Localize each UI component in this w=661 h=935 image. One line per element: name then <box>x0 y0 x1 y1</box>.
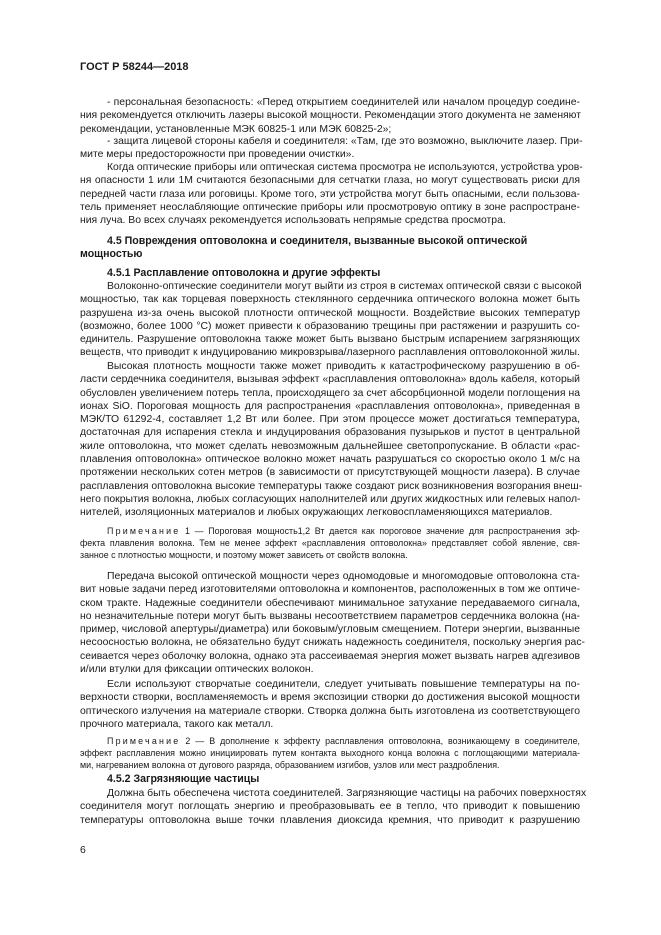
text-line: занное с плотностью мощности, и поэтому может зависеть от свойств волокна. <box>80 550 408 560</box>
text-line: ионах SiO. Пороговая мощность для распространения «расплавления оптоволокна», приведенная в <box>80 400 580 412</box>
paragraph <box>80 135 583 162</box>
text-line: ми, нагреванием волокна от дугового разряда, образованием изгибов, узлов или мест раздробления. <box>80 760 500 770</box>
text-line: передней части глаза или роговицы. Кроме того, эти устройства могут быть опасными, если пользова- <box>80 188 580 200</box>
text-line: ском тракте. Надежные соединители обеспечивают минимальное затухание передаваемого сигнала, <box>80 597 580 609</box>
text-line: ня опасности 1 или 1М считаются безопасными для сетчатки глаза, но могут существовать риски для <box>80 175 580 187</box>
text-line: разрушена из-за очень высокой плотности оптической мощности. Воздействие высоких температур <box>80 307 580 319</box>
text-line: Высокая плотность мощности также может приводить к катастрофическому разрушению в об- <box>107 361 580 372</box>
text-line: Передача высокой оптической мощности через одномодовые и многомодовые оптоволокна ста- <box>107 571 580 582</box>
text-line: температуры оптоволокна выше точки плавления диоксида кремния, что приводит к разрушению <box>80 814 580 826</box>
text-line <box>80 525 580 537</box>
text-line: ласти сердечника соединителя, вызывая эффект «расплавления оптоволокна» вдоль кабеля, который <box>80 374 580 386</box>
text-line: него покрытия волокна, любых согласующих наполнителей или других жидкостных или гелевых напол- <box>80 493 581 505</box>
text-line: вит новые задачи перед изготовителями оптоволокна и компонентов, расположенных в том же оптиче- <box>80 584 581 596</box>
text-line: нителей, изоляционных материалов и любых окружающих легковоспламеняющихся материалов. <box>80 507 553 519</box>
text-line: ния рекомендуется отключить лазеры высокой мощности. Рекомендации этого документа не заменяют <box>80 110 582 122</box>
text-line: мощностью <box>80 248 143 261</box>
text-line: Волоконно-оптические соединители могут выйти из строя в системах оптической связи с высокой <box>107 281 582 292</box>
text-line: обусловлен увеличением потерь тепла, происходящего за счет абсорбционной модели поглощения на <box>80 387 580 399</box>
text-line: веществ, что приводит к индуцированию микровзрыва/лазерного расплавления оптоволоконной жилы. <box>80 347 580 359</box>
paragraph <box>80 787 587 827</box>
text-line: Когда оптические приборы или оптическая система просмотра не используются, устройства уров- <box>107 162 583 173</box>
text-line: плавления оптоволокна» оптическое волокно может начать разрушаться со скоростью около 1 м/с на <box>80 454 580 466</box>
note <box>80 735 580 771</box>
text-line: - защита лицевой стороны кабеля и соединителя: «Там, где это возможно, выключите лазер. При- <box>107 136 583 147</box>
text-line: МЭК/ТО 61292-4, составляет 1,2 Вт или более. При этом процессе может достигаться температура, <box>80 414 580 426</box>
text-line: соединителя могут поглощать энергию и преобразовывать ее в тепло, что приводит к повышению <box>80 801 580 813</box>
text-line: верхности створки, воспламеняемость и время экспозиции створки до достижения высокой мощности <box>80 692 580 704</box>
text-line: прочного материала, такого как металл. <box>80 718 274 730</box>
note-text: 2 — В дополнение к эффекту расплавления оптоволокна, возникающему в соединителе, <box>180 736 580 746</box>
text-line: оптического излучения на материале створки. Створка должна быть изготовлена из соответствующего <box>80 705 580 717</box>
text-line: (возможно, более 1000 °C) может привести к образованию трещины при растяжении и разрушить со- <box>80 320 580 332</box>
note <box>80 525 580 561</box>
paragraph <box>80 96 580 136</box>
text-line: рекомендации, установленные МЭК 60825-1 или МЭК 60825-2»; <box>80 123 392 135</box>
section-heading <box>80 267 580 280</box>
page-number: 6 <box>80 845 86 856</box>
text-line: и/или втулки для фиксации оптических волокон. <box>80 664 314 676</box>
note-label: Примечание <box>107 526 181 536</box>
text-line: 4.5.2 Загрязняющие частицы <box>107 773 260 785</box>
text-line: ния луча. Во всех случаях рекомендуется использовать непрямые средства просмотра. <box>80 215 506 227</box>
text-line: мощностью, так как торцевая поверхность стеклянного сердечника оптического волокна может быть <box>80 294 580 306</box>
text-line: но незначительные потери могут быть вызваны несоответствием параметров сердечника волокна (на- <box>80 610 580 622</box>
document-header: ГОСТ Р 58244—2018 <box>80 61 189 73</box>
paragraph <box>80 280 580 360</box>
text-line <box>80 735 580 747</box>
text-line: фекта плавления волокна. Тем не менее эффект «расплавления оптоволокна» представляет собой явление, свя- <box>80 538 580 548</box>
paragraph <box>80 360 583 520</box>
text-line: 4.5.1 Расплавление оптоволокна и другие эффекты <box>107 267 381 279</box>
text-line: Должна быть обеспечена чистота соединителей. Загрязняющие частицы на рабочих поверхностях <box>107 788 587 799</box>
text-line: эффект расплавления можно инициировать путем контакта выходного конца волокна с поглощающими материала- <box>80 748 580 758</box>
paragraph <box>80 570 585 676</box>
note-text: 1 — Пороговая мощность1,2 Вт дается как пороговое значение для распространения эф- <box>180 526 580 536</box>
text-line: протяжении нескольких сотен метров (в зависимости от присутствующей мощности лазера). В случае <box>80 467 580 479</box>
text-line: сеивается через оболочку волокна, однако эта рассеиваемая энергия может вызвать нагрев адгезивов <box>80 650 580 662</box>
text-line: расплавления оптоволокна высокие температуры также создают риск возникновения возгорания внеш- <box>80 480 583 492</box>
text-line: несоосностью волокна, не обязательно будут снижать надежность соединителя, поскольку энергия рас- <box>80 637 585 649</box>
text-line: тель применяет неослабляющие оптические приборы или просмотровую оптику в зоне распростране- <box>80 201 580 213</box>
paragraph <box>80 678 580 731</box>
paragraph <box>80 161 583 227</box>
text-line: - персональная безопасность: «Перед открытием соединителей или началом процедур соедине- <box>107 97 580 108</box>
note-label: Примечание <box>107 736 181 746</box>
text-line: пример, числовой апертуры/диаметра) или боковым/угловым смещением. Потери энергии, вызванные <box>80 624 580 636</box>
text-line: 4.5 Повреждения оптоволокна и соединителя, вызванные высокой оптической <box>107 235 528 247</box>
text-line: единитель. Разрушение оптоволокна также может быть вызвано быстрым испарением загрязняющих <box>80 334 580 346</box>
section-heading <box>80 773 580 786</box>
text-line: Если используют створчатые соединители, следует учитывать повышение температуры на по- <box>107 679 580 690</box>
text-line: жиле оптоволокна, что может сделать невозможным дальнейшее светопропускание. В области «рас- <box>80 440 580 452</box>
text-line: мите меры предосторожности при проведении очистки». <box>80 149 355 161</box>
section-heading <box>80 235 580 262</box>
text-line: достаточная для испарения стекла и индуцирования образования пузырьков и пустот в центральной <box>80 427 580 439</box>
